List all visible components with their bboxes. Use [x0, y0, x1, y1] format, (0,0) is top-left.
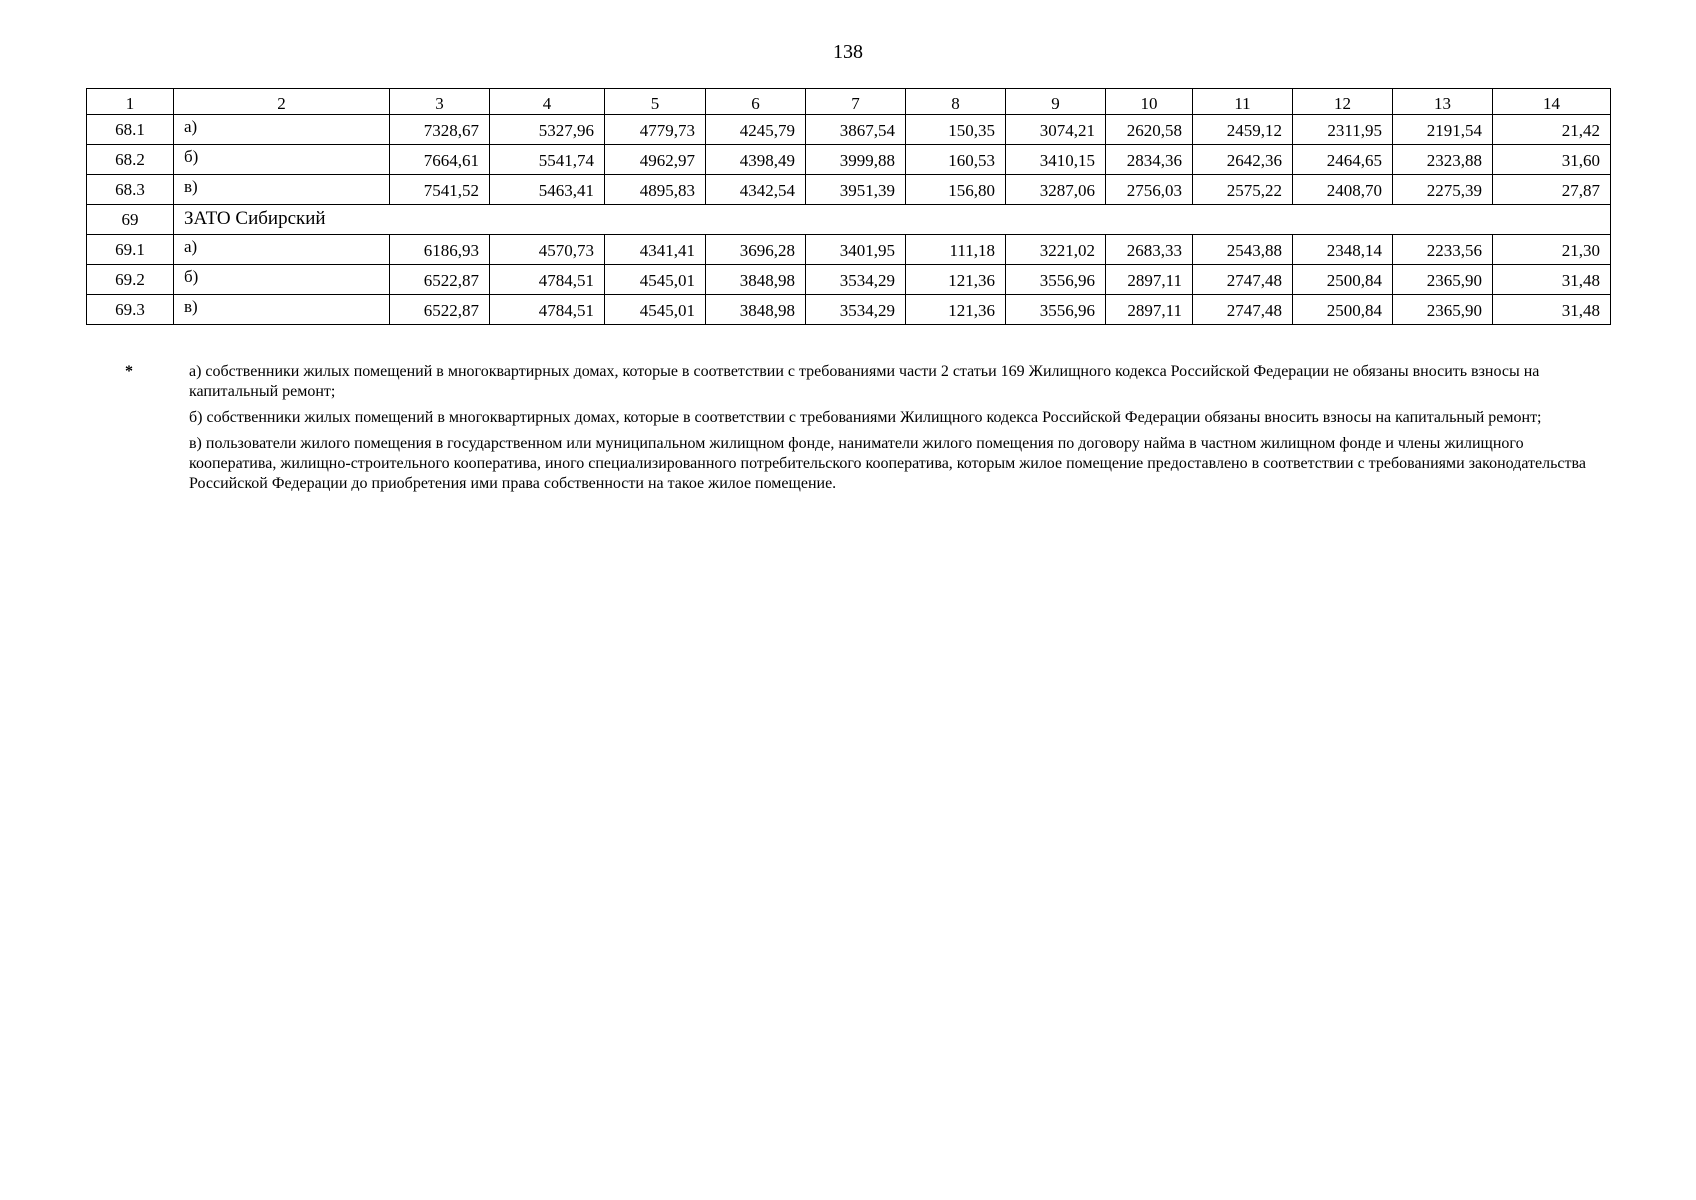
table-cell: 3696,28: [706, 235, 806, 265]
table-cell: 31,60: [1493, 145, 1611, 175]
footnote-mark: [120, 408, 189, 428]
table-cell: 4784,51: [490, 295, 605, 325]
table-cell: 3221,02: [1006, 235, 1106, 265]
table-cell: 6522,87: [390, 295, 490, 325]
column-header: 3: [390, 89, 490, 115]
column-header: 1: [87, 89, 174, 115]
table-cell: 6522,87: [390, 265, 490, 295]
table-cell: 21,30: [1493, 235, 1611, 265]
table-cell: 2365,90: [1393, 295, 1493, 325]
table-cell: 3410,15: [1006, 145, 1106, 175]
table-cell: 2500,84: [1293, 265, 1393, 295]
table-cell: 31,48: [1493, 265, 1611, 295]
table-cell: 160,53: [906, 145, 1006, 175]
table-cell: 3848,98: [706, 265, 806, 295]
table-cell: 4545,01: [605, 295, 706, 325]
row-label: б): [174, 265, 390, 295]
table-cell: 4341,41: [605, 235, 706, 265]
table-cell: 3867,54: [806, 115, 906, 145]
column-header: 14: [1493, 89, 1611, 115]
column-header: 10: [1106, 89, 1193, 115]
table-cell: 2191,54: [1393, 115, 1493, 145]
table-cell: 3074,21: [1006, 115, 1106, 145]
footnotes: [120, 362, 1590, 500]
row-number: 68.2: [87, 145, 174, 175]
section-row: [87, 205, 1611, 235]
table-cell: 2897,11: [1106, 295, 1193, 325]
tariff-table: [86, 88, 1611, 325]
table-cell: 3999,88: [806, 145, 906, 175]
table-cell: 2756,03: [1106, 175, 1193, 205]
page-number: 138: [833, 41, 863, 63]
row-label: а): [174, 235, 390, 265]
table-cell: 7541,52: [390, 175, 490, 205]
table-cell: 4342,54: [706, 175, 806, 205]
table-cell: 4784,51: [490, 265, 605, 295]
row-number: 68.1: [87, 115, 174, 145]
table-cell: 4570,73: [490, 235, 605, 265]
table-cell: 2747,48: [1193, 265, 1293, 295]
column-header: 12: [1293, 89, 1393, 115]
table-cell: 2747,48: [1193, 295, 1293, 325]
row-number: 69.2: [87, 265, 174, 295]
row-label: б): [174, 145, 390, 175]
column-header: 6: [706, 89, 806, 115]
table-cell: 4895,83: [605, 175, 706, 205]
table-row: [87, 145, 1611, 175]
table-cell: 3534,29: [806, 295, 906, 325]
column-header: 8: [906, 89, 1006, 115]
table-cell: 5541,74: [490, 145, 605, 175]
table-row: [87, 235, 1611, 265]
table-row: [87, 295, 1611, 325]
table-cell: 2464,65: [1293, 145, 1393, 175]
table-cell: 3556,96: [1006, 265, 1106, 295]
table-cell: 2897,11: [1106, 265, 1193, 295]
footnote-item: [120, 408, 1590, 428]
footnote-mark: [120, 434, 189, 494]
table-cell: 5327,96: [490, 115, 605, 145]
table-body: [87, 115, 1611, 325]
table-cell: 7664,61: [390, 145, 490, 175]
row-number: 69: [87, 205, 174, 235]
section-title: ЗАТО Сибирский: [174, 205, 1611, 235]
table-cell: 111,18: [906, 235, 1006, 265]
table-cell: 4245,79: [706, 115, 806, 145]
table-cell: 2543,88: [1193, 235, 1293, 265]
table-cell: 150,35: [906, 115, 1006, 145]
column-header: 2: [174, 89, 390, 115]
footnote-text: б) собственники жилых помещений в многоквартирных домах, которые в соответствии с требованиями Жилищного кодекса Российской Федерации обязаны вносить взносы на капитальный ремонт;: [189, 409, 1542, 426]
footnote-text: а) собственники жилых помещений в многоквартирных домах, которые в соответствии с требованиями части 2 статьи 169 Жилищного кодекса Российской Федерации не обязаны вносить взносы на капитальный ремонт;: [189, 363, 1540, 400]
footnote-item: [120, 362, 1590, 402]
table-cell: 2459,12: [1193, 115, 1293, 145]
table-cell: 2365,90: [1393, 265, 1493, 295]
table-cell: 3534,29: [806, 265, 906, 295]
row-label: в): [174, 295, 390, 325]
table-cell: 4962,97: [605, 145, 706, 175]
table-cell: 2642,36: [1193, 145, 1293, 175]
footnote-item: [120, 434, 1590, 494]
table-row: [87, 115, 1611, 145]
row-number: 69.1: [87, 235, 174, 265]
footnote-mark: *: [125, 363, 133, 380]
table-cell: 121,36: [906, 265, 1006, 295]
table-cell: 2408,70: [1293, 175, 1393, 205]
table-cell: 5463,41: [490, 175, 605, 205]
column-header: 9: [1006, 89, 1106, 115]
table-cell: 2575,22: [1193, 175, 1293, 205]
table-cell: 21,42: [1493, 115, 1611, 145]
table-cell: 31,48: [1493, 295, 1611, 325]
table-cell: 6186,93: [390, 235, 490, 265]
table-cell: 4779,73: [605, 115, 706, 145]
table-row: [87, 175, 1611, 205]
column-header: 4: [490, 89, 605, 115]
table-cell: 2311,95: [1293, 115, 1393, 145]
table-cell: 2500,84: [1293, 295, 1393, 325]
table-cell: 3848,98: [706, 295, 806, 325]
table-cell: 7328,67: [390, 115, 490, 145]
table-cell: 3287,06: [1006, 175, 1106, 205]
row-number: 68.3: [87, 175, 174, 205]
footnote-text: в) пользователи жилого помещения в государственном или муниципальном жилищном фонде, наниматели жилого помещения по договору найма в частном жилищном фонде и члены жилищного кооператива, жилищно-строительного кооператива, иного специализированного потребительского кооператива, которым жилое помещение предоставлено в соответствии с требованиями законодательства Российской Федерации до приобретения ими права собственности на такое жилое помещение.: [189, 435, 1586, 492]
table-cell: 3556,96: [1006, 295, 1106, 325]
row-number: 69.3: [87, 295, 174, 325]
column-header: 5: [605, 89, 706, 115]
table-cell: 156,80: [906, 175, 1006, 205]
table-cell: 121,36: [906, 295, 1006, 325]
table-header-row: [87, 89, 1611, 115]
table-row: [87, 265, 1611, 295]
table-cell: 27,87: [1493, 175, 1611, 205]
row-label: в): [174, 175, 390, 205]
table-cell: 2620,58: [1106, 115, 1193, 145]
table-cell: 3401,95: [806, 235, 906, 265]
table-cell: 3951,39: [806, 175, 906, 205]
table-cell: 4545,01: [605, 265, 706, 295]
table-cell: 2233,56: [1393, 235, 1493, 265]
column-header: 11: [1193, 89, 1293, 115]
column-header: 7: [806, 89, 906, 115]
column-header: 13: [1393, 89, 1493, 115]
table-cell: 2275,39: [1393, 175, 1493, 205]
table-cell: 2834,36: [1106, 145, 1193, 175]
table-cell: 4398,49: [706, 145, 806, 175]
table-cell: 2348,14: [1293, 235, 1393, 265]
row-label: а): [174, 115, 390, 145]
table-cell: 2683,33: [1106, 235, 1193, 265]
table-cell: 2323,88: [1393, 145, 1493, 175]
